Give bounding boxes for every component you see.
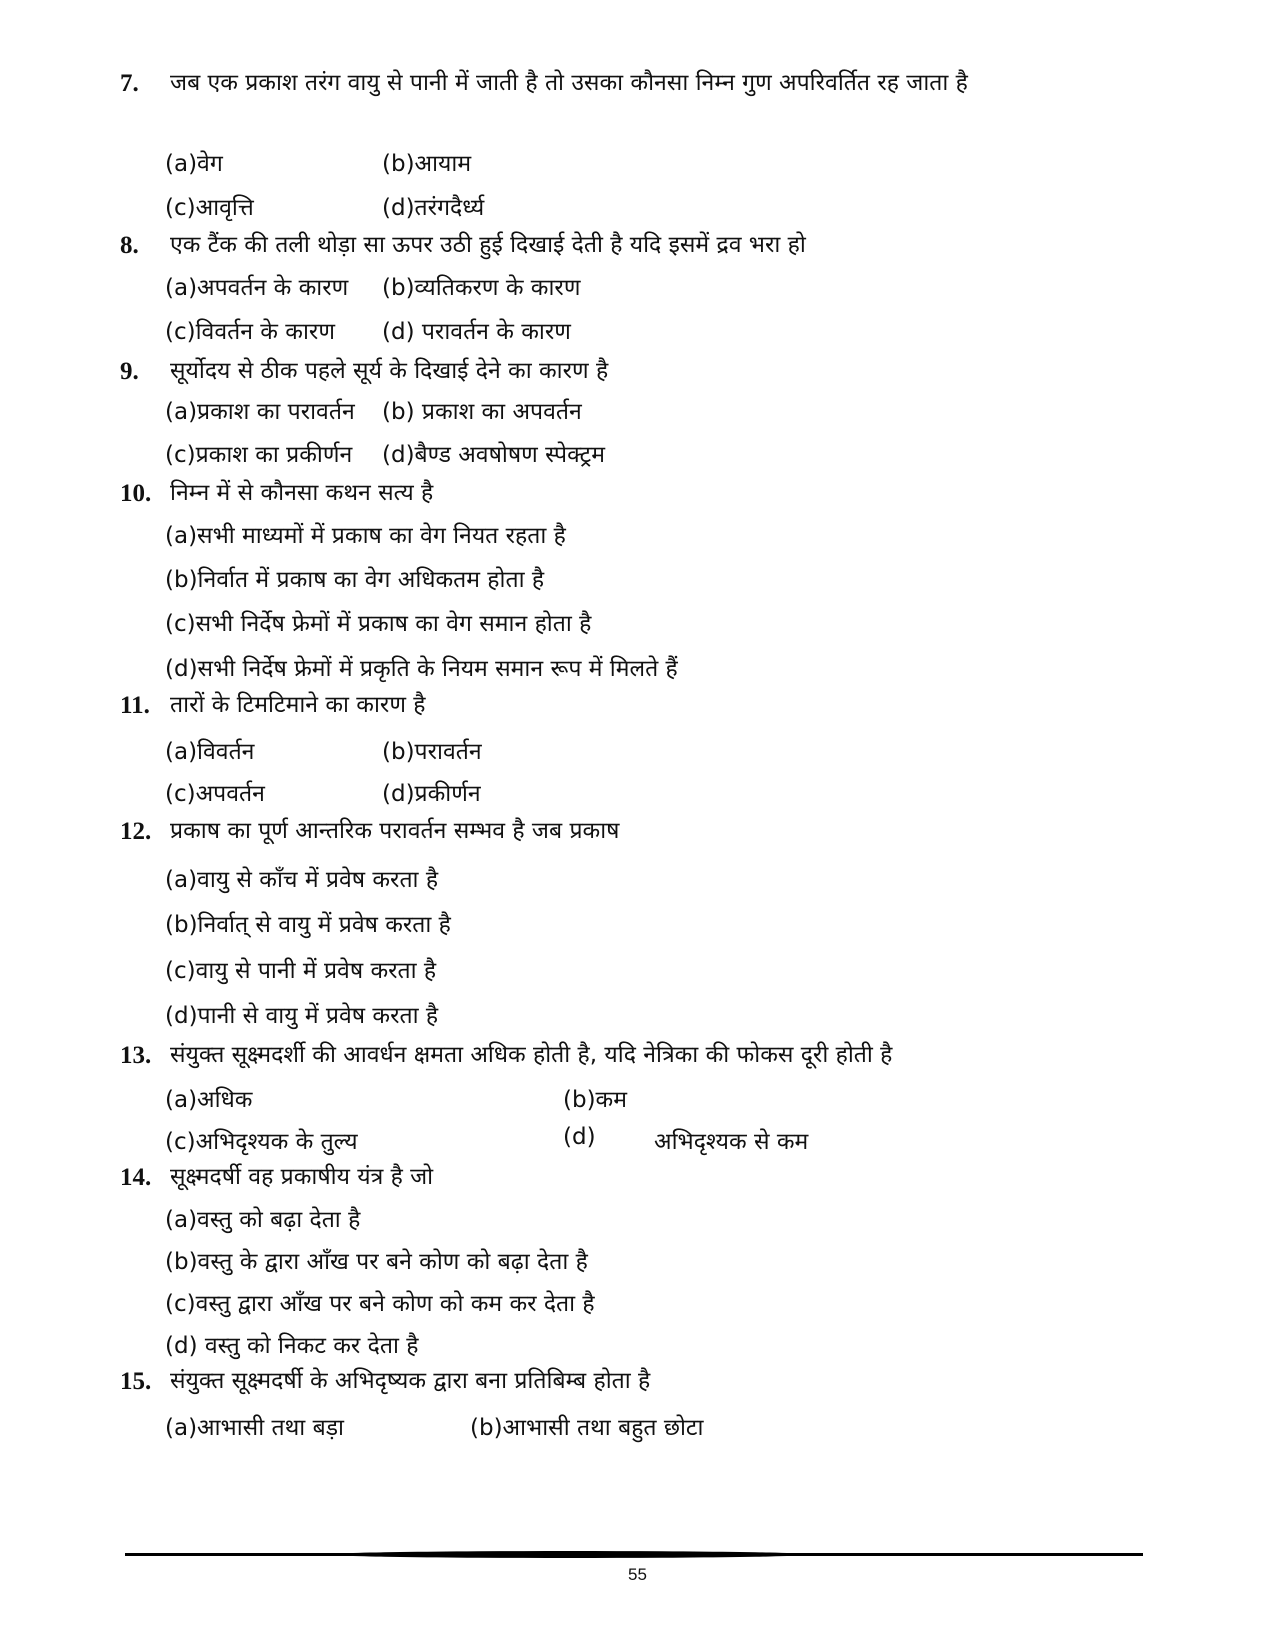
option-a: (a)अधिक	[165, 1087, 253, 1113]
page-number: 55	[628, 1565, 647, 1584]
option-c: (c)प्रकाश का प्रकीर्णन	[165, 442, 353, 468]
question-number: 8.	[120, 232, 139, 259]
option-b: (b)व्यतिकरण के कारण	[382, 275, 581, 301]
question-number: 9.	[120, 358, 139, 385]
option-b: (b)परावर्तन	[382, 739, 482, 765]
question-number: 13.	[120, 1042, 152, 1069]
question-number: 15.	[120, 1368, 152, 1395]
option-b: (b)निर्वात् से वायु में प्रवेष करता है	[165, 912, 451, 938]
option-c: (c)सभी निर्देष फ्रेमों में प्रकाष का वेग समान होता है	[165, 611, 592, 637]
option-b: (b) प्रकाश का अपवर्तन	[382, 399, 582, 425]
question-text: जब एक प्रकाश तरंग वायु से पानी में जाती है तो उसका कौनसा निम्न गुण अपरिवर्तित रह जाता है	[170, 70, 968, 96]
question-text: निम्न में से कौनसा कथन सत्य है	[170, 480, 434, 506]
question-text: प्रकाष का पूर्ण आन्तरिक परावर्तन सम्भव है जब प्रकाष	[170, 818, 620, 844]
question-number: 12.	[120, 818, 152, 845]
question-text: तारों के टिमटिमाने का कारण है	[170, 692, 426, 718]
footer-rule-emphasis	[330, 1551, 810, 1558]
option-d: (d)	[563, 1124, 596, 1150]
option-d: (d) परावर्तन के कारण	[382, 319, 571, 345]
option-b: (b)निर्वात में प्रकाष का वेग अधिकतम होता है	[165, 567, 545, 593]
option-d: (d) वस्तु को निकट कर देता है	[165, 1333, 419, 1359]
option-a: (a)वस्तु को बढ़ा देता है	[165, 1207, 361, 1233]
option-d: (d)बैण्ड अवषोषण स्पेक्ट्रम	[382, 442, 605, 468]
option-a: (a)आभासी तथा बड़ा	[165, 1415, 344, 1441]
question-number: 7.	[120, 70, 139, 97]
question-text: सूर्योदय से ठीक पहले सूर्य के दिखाई देने का कारण है	[170, 358, 609, 384]
option-a: (a)वेग	[165, 151, 223, 177]
question-number: 14.	[120, 1164, 152, 1191]
question-text: सूक्ष्मदर्षी वह प्रकाषीय यंत्र है जो	[170, 1164, 434, 1190]
option-c: (c)आवृत्ति	[165, 195, 254, 221]
option-a: (a)प्रकाश का परावर्तन	[165, 399, 355, 425]
option-c: (c)अपवर्तन	[165, 781, 265, 807]
option-d: (d)तरंगदैर्ध्य	[382, 195, 485, 221]
option-c: (c)अभिदृश्यक के तुल्य	[165, 1129, 358, 1155]
question-text: संयुक्त सूक्ष्मदर्षी के अभिदृष्यक द्वारा बना प्रतिबिम्ब होता है	[170, 1368, 651, 1394]
option-c: (c)वस्तु द्वारा आँख पर बने कोण को कम कर देता है	[165, 1291, 595, 1317]
option-d: (d)सभी निर्देष फ्रेमों में प्रकृति के नियम समान रूप में मिलते हैं	[165, 656, 678, 682]
question-text: संयुक्त सूक्ष्मदर्शी की आवर्धन क्षमता अधिक होती है, यदि नेत्रिका की फोकस दूरी होती है	[170, 1042, 893, 1068]
option-a: (a)अपवर्तन के कारण	[165, 275, 349, 301]
option-d: (d)पानी से वायु में प्रवेष करता है	[165, 1003, 439, 1029]
option-b: (b)वस्तु के द्वारा आँख पर बने कोण को बढ़ा देता है	[165, 1249, 588, 1275]
question-number: 11.	[120, 692, 150, 719]
option-b: (b)कम	[563, 1087, 627, 1113]
option-a: (a)वायु से काँच में प्रवेष करता है	[165, 867, 439, 893]
question-number: 10.	[120, 480, 152, 507]
option-d-text: अभिदृश्यक से कम	[654, 1129, 809, 1155]
option-b: (b)आभासी तथा बहुत छोटा	[470, 1415, 704, 1441]
option-c: (c)वायु से पानी में प्रवेष करता है	[165, 958, 437, 984]
option-b: (b)आयाम	[382, 151, 472, 177]
option-d: (d)प्रकीर्णन	[382, 781, 481, 807]
option-c: (c)विवर्तन के कारण	[165, 319, 335, 345]
option-a: (a)विवर्तन	[165, 739, 255, 765]
option-a: (a)सभी माध्यमों में प्रकाष का वेग नियत रहता है	[165, 523, 566, 549]
question-text: एक टैंक की तली थोड़ा सा ऊपर उठी हुई दिखाई देती है यदि इसमें द्रव भरा हो	[170, 232, 806, 258]
